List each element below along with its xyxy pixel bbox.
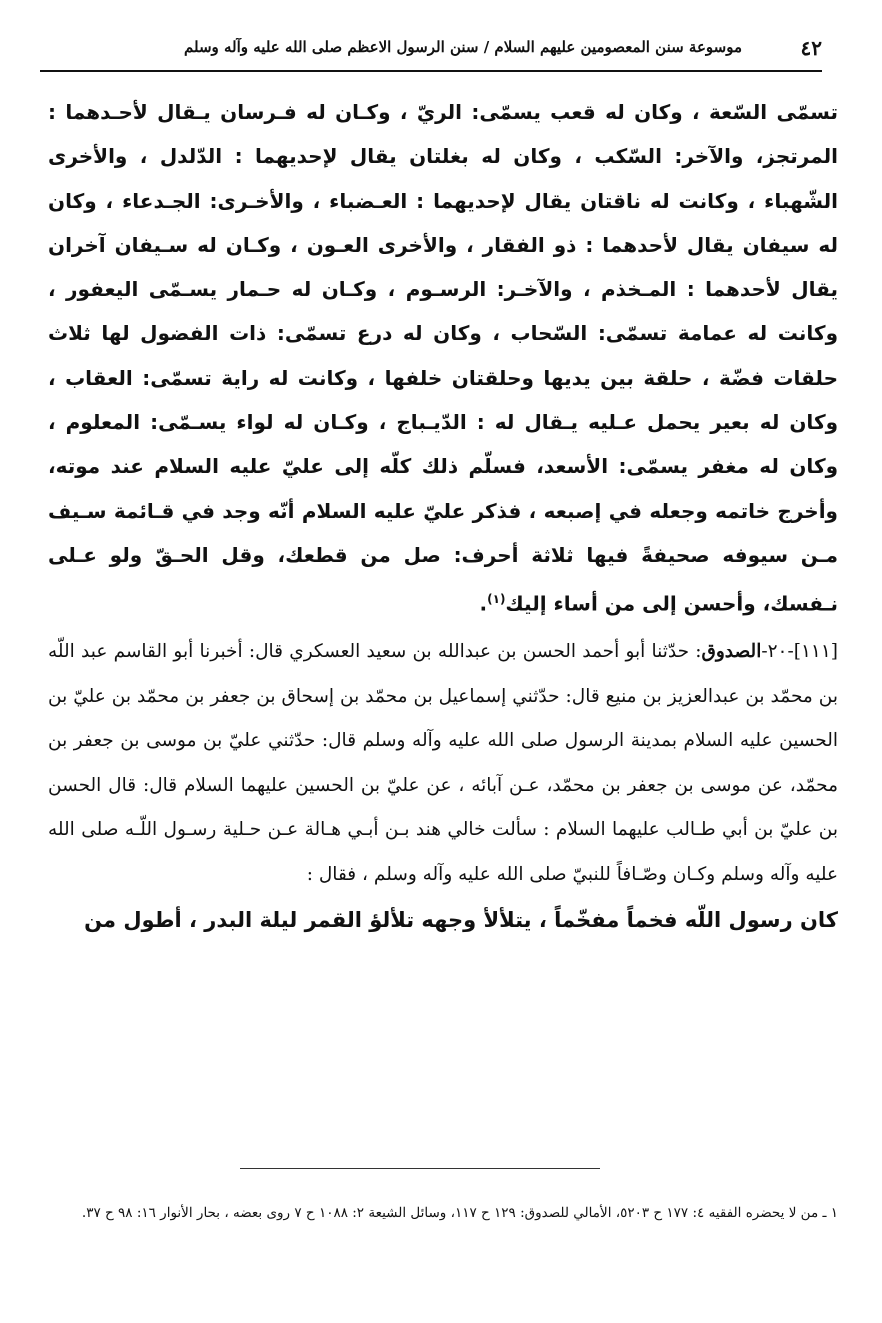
hadith-text: : حدّثنا أبو أحمد الحسن بن عبدالله بن سعيد العسكري قال: أخبرنا أبو القاسم عبد اللّه بن محمّد بن عبدالعزيز بن منيع قال: حدّثني إسماعيل بن محمّد بن إسحاق بن جعفر بن محمّد بن عليّ بن الحسين عليه السلام بمدينة الرسول صلى الله عليه وآله وسلم قال: حدّثني عليّ بن موسى بن جعفر بن محمّد، عن موسى بن جعفر بن محمّد، عـن آبائه ، عن عليّ بن الحسين عليهما السلام قال: قال الحسن بن عليّ بن أبي طـالب عليهما السلام : سألت خالي هند بـن أبـي هـالة عـن حـلية رسـول اللّـه صلى الله عليه وآله وسلم وكـان وصّـافاً للنبيّ صلى الله عليه وآله وسلم ، فقال :	[48, 641, 838, 885]
footnotes	[48, 1196, 838, 1230]
footnote-1: ١ ـ من لا يحضره الفقيه ٤: ١٧٧ ح ٥٢٠٣، الأمالي للصدوق: ١٢٩ ح ١١٧، وسائل الشيعة ٢: ١٠٨٨ ح ٧ روى بعضه ، بحار الأنوار ١٦: ٩٨ ح ٣٧.	[81, 1205, 838, 1221]
quote-paragraph: كان رسول اللّه فخماً مفخّماً ، يتلألأ وجهه تلألؤ القمر ليلة البدر ، أطول من	[84, 908, 838, 933]
page-body	[48, 90, 838, 943]
page-header	[40, 32, 822, 72]
running-title: موسوعة سنن المعصومين عليهم السلام / سنن الرسول الاعظم صلى الله عليه وآله وسلم	[184, 38, 742, 56]
paragraph-text: تسمّى السّعة ، وكان له قعب يسمّى: الريّ ، وكـان له فـرسان يـقال لأحـدهما : المرتجز، والآخر: السّكب ، وكان له بغلتان يقال لإحديهما : الدّلدل ، والأخرى الشّهباء ، وكانت له ناقتان يقال لإحديهما : العـضباء ، والأخـرى: الجـدعاء ، وكان له سيفان يقال لأحدهما : ذو الفقار ، والأخرى العـون ، وكـان له سـيفان آخران يقال لأحدهما : المـخذم ، والآخـر: الرسـوم ، وكـان له حـمار يسـمّى اليعفور ، وكانت له عمامة تسمّى: السّحاب ، وكان له درع تسمّى: ذات الفضول لها ثلاث حلقات فضّة ، حلقة بين يديها وحلقتان خلفها ، وكانت له راية تسمّى: العقاب ، وكان له بعير يحمل عـليه يـقال له : الدّيـباج ، وكـان له لواء يسـمّى: المعلوم ، وكان له مغفر يسمّى: الأسعد، فسلّم ذلك كلّه إلى عليّ عليه السلام عند موته، وأخرج خاتمه وجعله في إصبعه ، فذكر عليّ عليه السلام أنّه وجد في قـائمة سـيف مـن سيوفه صحيفةً فيها ثلاثة أحرف: صل من قطعك، وقل الحـقّ ولو عـلى نـفسك، وأحسن إلى من أساء إليك	[48, 100, 838, 616]
footnote-ref[interactable]: (١)	[487, 592, 506, 607]
footnote-divider	[240, 1168, 600, 1169]
paragraph-end: .	[479, 591, 488, 616]
hadith-paragraph	[48, 630, 838, 897]
page-number: ٤٢	[800, 36, 822, 60]
narrator-name: الصدوق	[701, 641, 762, 663]
hadith-seq: -٢٠-	[761, 641, 794, 663]
body-paragraph	[48, 90, 838, 626]
hadith-number: [١١١]	[793, 641, 838, 663]
